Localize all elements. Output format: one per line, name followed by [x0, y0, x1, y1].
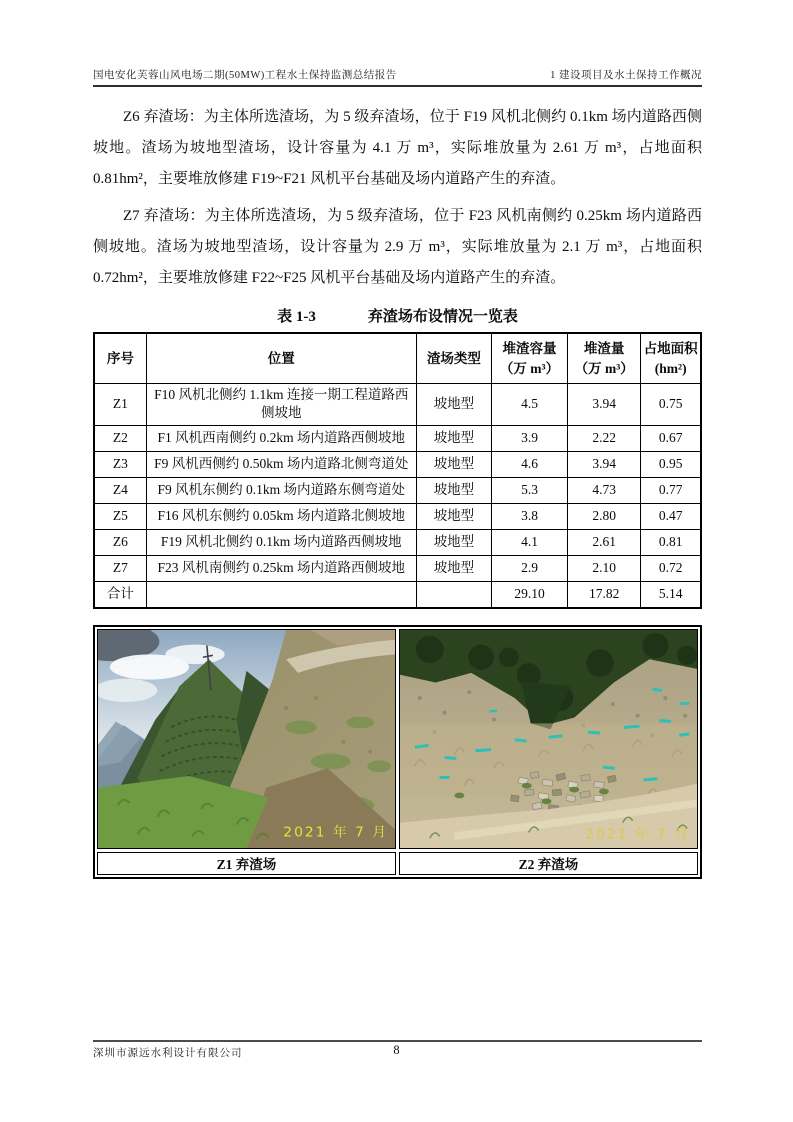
column-header-location: 位置: [146, 333, 416, 384]
waste-dump-table: [93, 332, 702, 609]
cell-id: 合计: [94, 581, 146, 608]
cell-area: 0.81: [641, 529, 701, 555]
header-section-title: 1 建设项目及水土保持工作概况: [550, 70, 702, 81]
photo-z2-image: [400, 630, 697, 848]
cell-location: F16 风机东侧约 0.05km 场内道路北侧坡地: [146, 503, 416, 529]
cell-capacity: 29.10: [492, 581, 568, 608]
cell-type: 坡地型: [416, 384, 491, 425]
cell-capacity: 3.8: [492, 503, 568, 529]
footer-company: 深圳市源远水利设计有限公司: [93, 1048, 243, 1059]
cell-capacity: 5.3: [492, 477, 568, 503]
cell-capacity: 4.1: [492, 529, 568, 555]
photo-z1-datestamp: 2021 年 7 月: [283, 823, 389, 840]
cell-area: 0.75: [641, 384, 701, 425]
table-header-row: [94, 333, 701, 384]
page-header: [93, 60, 702, 87]
page-content: [93, 96, 702, 879]
cell-area: 0.95: [641, 451, 701, 477]
cell-type: 坡地型: [416, 555, 491, 581]
cell-amount: 2.61: [567, 529, 640, 555]
cell-capacity: 4.6: [492, 451, 568, 477]
photo-z2: [399, 629, 698, 849]
cell-id: Z7: [94, 555, 146, 581]
column-header-amount: 堆渣量 （万 m³）: [567, 333, 640, 384]
header-doc-title: 国电安化芙蓉山风电场二期(50MW)工程水土保持监测总结报告: [93, 70, 397, 81]
table-row: [94, 555, 701, 581]
cell-location: [146, 581, 416, 608]
table-row: [94, 425, 701, 451]
cell-amount: 17.82: [567, 581, 640, 608]
cell-amount: 2.80: [567, 503, 640, 529]
paragraph-z6: Z6 弃渣场：为主体所选渣场，为 5 级弃渣场，位于 F19 风机北侧约 0.1km 场内道路西侧坡地。渣场为坡地型渣场，设计容量为 4.1 万 m³，实际堆放量为 2.61 万 m³，占地面积 0.81hm²，主要堆放修建 F19~F21 风机平台基础及场内道路产生的弃渣。: [93, 109, 702, 187]
table-body: [94, 384, 701, 608]
cell-amount: 4.73: [567, 477, 640, 503]
cell-amount: 2.22: [567, 425, 640, 451]
cell-type: 坡地型: [416, 451, 491, 477]
cell-amount: 3.94: [567, 451, 640, 477]
cell-type: 坡地型: [416, 503, 491, 529]
photo-grid: [97, 629, 698, 875]
table-row: [94, 503, 701, 529]
column-header-type: 渣场类型: [416, 333, 491, 384]
cell-area: 0.47: [641, 503, 701, 529]
cell-type: 坡地型: [416, 477, 491, 503]
cell-id: Z4: [94, 477, 146, 503]
table-row: [94, 581, 701, 608]
cell-location: F23 风机南侧约 0.25km 场内道路西侧坡地: [146, 555, 416, 581]
cell-type: 坡地型: [416, 529, 491, 555]
cell-id: Z6: [94, 529, 146, 555]
table-row: [94, 477, 701, 503]
cell-location: F10 风机北侧约 1.1km 连接一期工程道路西侧坡地: [146, 384, 416, 425]
cell-location: F9 风机西侧约 0.50km 场内道路北侧弯道处: [146, 451, 416, 477]
table-caption-title: 弃渣场布设情况一览表: [367, 309, 518, 325]
column-header-index: 序号: [94, 333, 146, 384]
cell-capacity: 3.9: [492, 425, 568, 451]
cell-location: F9 风机东侧约 0.1km 场内道路东侧弯道处: [146, 477, 416, 503]
table-row: [94, 529, 701, 555]
table-row: [94, 451, 701, 477]
cell-capacity: 4.5: [492, 384, 568, 425]
cell-id: Z5: [94, 503, 146, 529]
page-number: 8: [393, 1043, 400, 1057]
photo-caption-z1: Z1 弃渣场: [97, 852, 396, 875]
cell-area: 5.14: [641, 581, 701, 608]
column-header-capacity: 堆渣容量 （万 m³）: [492, 333, 568, 384]
cell-amount: 3.94: [567, 384, 640, 425]
photo-z1-image: [98, 630, 395, 848]
cell-location: F1 风机西南侧约 0.2km 场内道路西侧坡地: [146, 425, 416, 451]
cell-id: Z2: [94, 425, 146, 451]
photo-figure: [93, 625, 702, 879]
cell-capacity: 2.9: [492, 555, 568, 581]
cell-id: Z3: [94, 451, 146, 477]
paragraph-z7: Z7 弃渣场：为主体所选渣场，为 5 级弃渣场，位于 F23 风机南侧约 0.25km 场内道路西侧坡地。渣场为坡地型渣场，设计容量为 2.9 万 m³，实际堆放量为 2.1 万 m³，占地面积 0.72hm²，主要堆放修建 F22~F25 风机平台基础及场内道路产生的弃渣。: [93, 208, 702, 286]
table-row: [94, 384, 701, 425]
table-caption-label: 表 1-3: [277, 309, 316, 325]
cell-amount: 2.10: [567, 555, 640, 581]
cell-area: 0.72: [641, 555, 701, 581]
photo-z2-datestamp: 2021 年 7 月: [585, 825, 691, 842]
cell-type: [416, 581, 491, 608]
cell-location: F19 风机北侧约 0.1km 场内道路西侧坡地: [146, 529, 416, 555]
photo-caption-z2: Z2 弃渣场: [399, 852, 698, 875]
cell-type: 坡地型: [416, 425, 491, 451]
column-header-area: 占地面积 (hm²): [641, 333, 701, 384]
photo-z1: [97, 629, 396, 849]
cell-area: 0.77: [641, 477, 701, 503]
cell-area: 0.67: [641, 425, 701, 451]
cell-id: Z1: [94, 384, 146, 425]
table-caption: [93, 305, 702, 326]
footer-rule: [93, 1040, 702, 1042]
